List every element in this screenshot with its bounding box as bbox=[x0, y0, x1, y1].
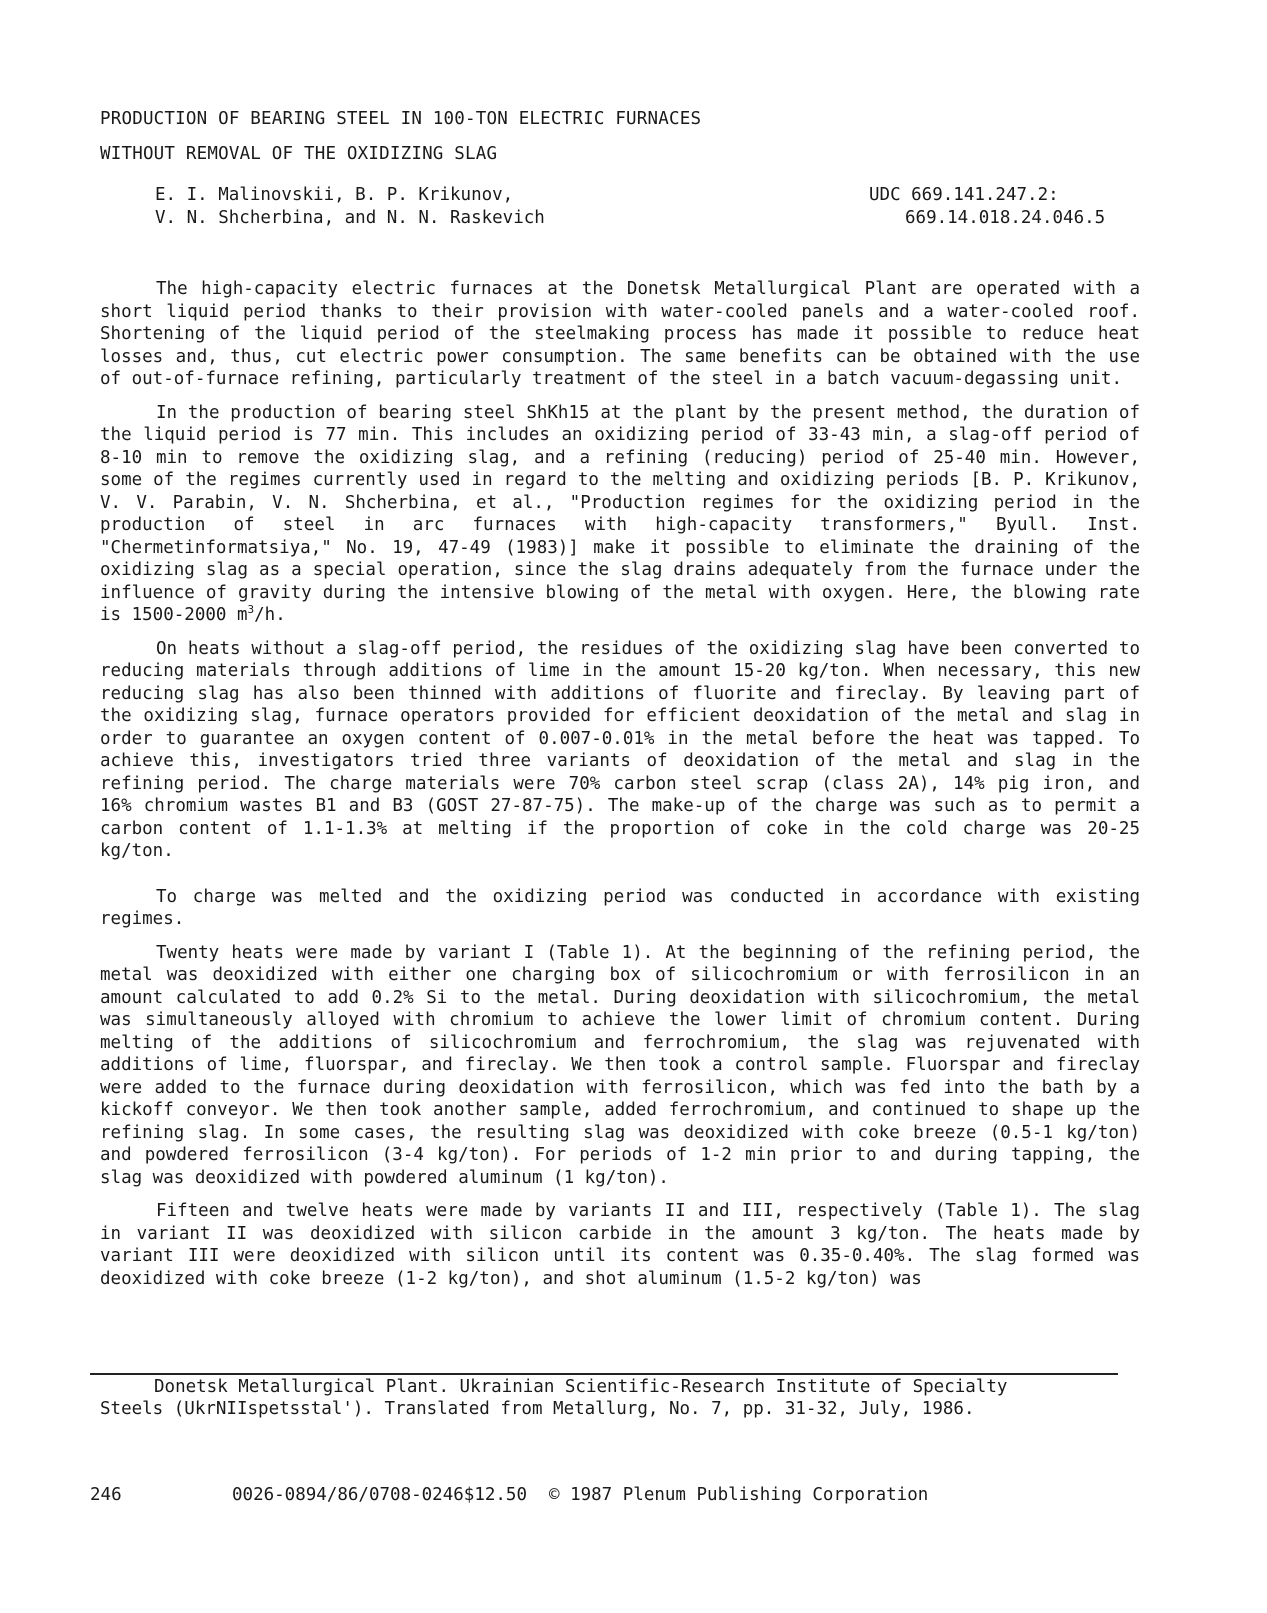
udc-line-2: 669.14.018.24.046.5 bbox=[905, 208, 1106, 228]
footnote-line-2: Steels (UkrNIIspetsstal'). Translated from Metallurg, No. 7, pp. 31-32, July, 1986. bbox=[100, 1399, 975, 1419]
paragraph-4: To charge was melted and the oxidizing period was conducted in accordance with existing regimes. bbox=[100, 886, 1140, 929]
author-line-1: E. I. Malinovskii, B. P. Krikunov, bbox=[155, 185, 514, 205]
article-title-line-2: WITHOUT REMOVAL OF THE OXIDIZING SLAG bbox=[100, 144, 498, 164]
article-body bbox=[100, 278, 1140, 1290]
author-line-2: V. N. Shcherbina, and N. N. Raskevich bbox=[155, 208, 545, 228]
paragraph-3: On heats without a slag-off period, the residues of the oxidizing slag have been converted to reducing materials through additions of lime in the amount 15-20 kg/ton. When necessary, this new reducing slag has also been thinned with additions of fluorite and fireclay. By leaving part of the oxidizing slag, furnace operators provided for efficient deoxidation of the metal and slag in order to guarantee an oxygen content of 0.007-0.01% in the metal before the heat was tapped. To achieve this, investigators tried three variants of deoxidation of the metal and slag in the refining period. The charge materials were 70% carbon steel scrap (class 2A), 14% pig iron, and 16% chromium wastes B1 and B3 (GOST 27-87-75). The make-up of the charge was such as to permit a carbon content of 1.1-1.3% at melting if the proportion of coke in the cold charge was 20-25 kg/ton. bbox=[100, 638, 1140, 861]
paragraph-2 bbox=[100, 402, 1140, 627]
paragraph-2-text: In the production of bearing steel ShKh15 at the plant by the present method, the duration of the liquid period is 77 min. This includes an oxidizing period of 33-43 min, a slag-off period of 8-10 min to remove the oxidizing slag, and a refining (reducing) period of 25-40 min. However, some of the regimes currently used in regard to the melting and oxidizing periods [B. P. Krikunov, V. V. Parabin, V. N. Shcherbina, et al., "Production regimes for the oxidizing period in the production of steel in arc furnaces with high-capacity transformers," Byull. Inst. "Chermetinformatsiya," No. 19, 47-49 (1983)] make it possible to eliminate the draining of the oxidizing slag as a special operation, since the slag drains adequately from the furnace under the influence of gravity during the intensive blowing of the metal with oxygen. Here, the blowing rate is 1500-2000 m bbox=[100, 402, 1140, 625]
blowing-rate-unit: /h. bbox=[254, 605, 286, 625]
article-title-line-1: PRODUCTION OF BEARING STEEL IN 100-TON ELECTRIC FURNACES bbox=[100, 109, 702, 129]
udc-classification bbox=[869, 184, 1105, 230]
copyright-notice: © 1987 Plenum Publishing Corporation bbox=[549, 1485, 929, 1505]
footnote-divider bbox=[90, 1373, 1118, 1375]
udc-line-1: UDC 669.141.247.2: bbox=[869, 185, 1059, 205]
paragraph-5: Twenty heats were made by variant I (Table 1). At the beginning of the refining period, the metal was deoxidized with either one charging box of silicochromium or with ferrosilicon in an amount calculated to add 0.2% Si to the metal. During deoxidation with silicochromium, the metal was simultaneously alloyed with chromium to achieve the lower limit of chromium content. During melting of the additions of silicochromium and ferrochromium, the slag was rejuvenated with additions of lime, fluorspar, and fireclay. We then took a control sample. Fluorspar and fireclay were added to the furnace during deoxidation with ferrosilicon, which was fed into the bath by a kickoff conveyor. We then took another sample, added ferrochromium, and continued to shape up the refining slag. In some cases, the resulting slag was deoxidized with coke breeze (0.5-1 kg/ton) and powdered ferrosilicon (3-4 kg/ton). For periods of 1-2 min prior to and during tapping, the slag was deoxidized with powdered aluminum (1 kg/ton). bbox=[100, 942, 1140, 1188]
footnote bbox=[100, 1376, 1120, 1420]
paragraph-6: Fifteen and twelve heats were made by variants II and III, respectively (Table 1). The slag in variant II was deoxidized with silicon carbide in the amount 3 kg/ton. The heats made by variant III were deoxidized with silicon until its content was 0.35-0.40%. The slag formed was deoxidized with coke breeze (1-2 kg/ton), and shot aluminum (1.5-2 kg/ton) was bbox=[100, 1201, 1140, 1289]
page-number: 246 bbox=[90, 1485, 122, 1505]
paragraph-1: The high-capacity electric furnaces at the Donetsk Metallurgical Plant are operated with a short liquid period thanks to their provision with water-cooled panels and a water-cooled roof. Shortening of the liquid period of the steelmaking process has made it possible to reduce heat losses and, thus, cut electric power consumption. The same benefits can be obtained with the use of out-of-furnace refining, particularly treatment of the steel in a batch vacuum-degassing unit. bbox=[100, 279, 1140, 389]
article-identifier: 0026-0894/86/0708-0246$12.50 bbox=[232, 1485, 528, 1505]
footnote-line-1: Donetsk Metallurgical Plant. Ukrainian Scientific-Research Institute of Specialty bbox=[154, 1377, 1008, 1397]
author-list bbox=[155, 184, 545, 230]
cubic-exponent: 3 bbox=[247, 603, 255, 616]
